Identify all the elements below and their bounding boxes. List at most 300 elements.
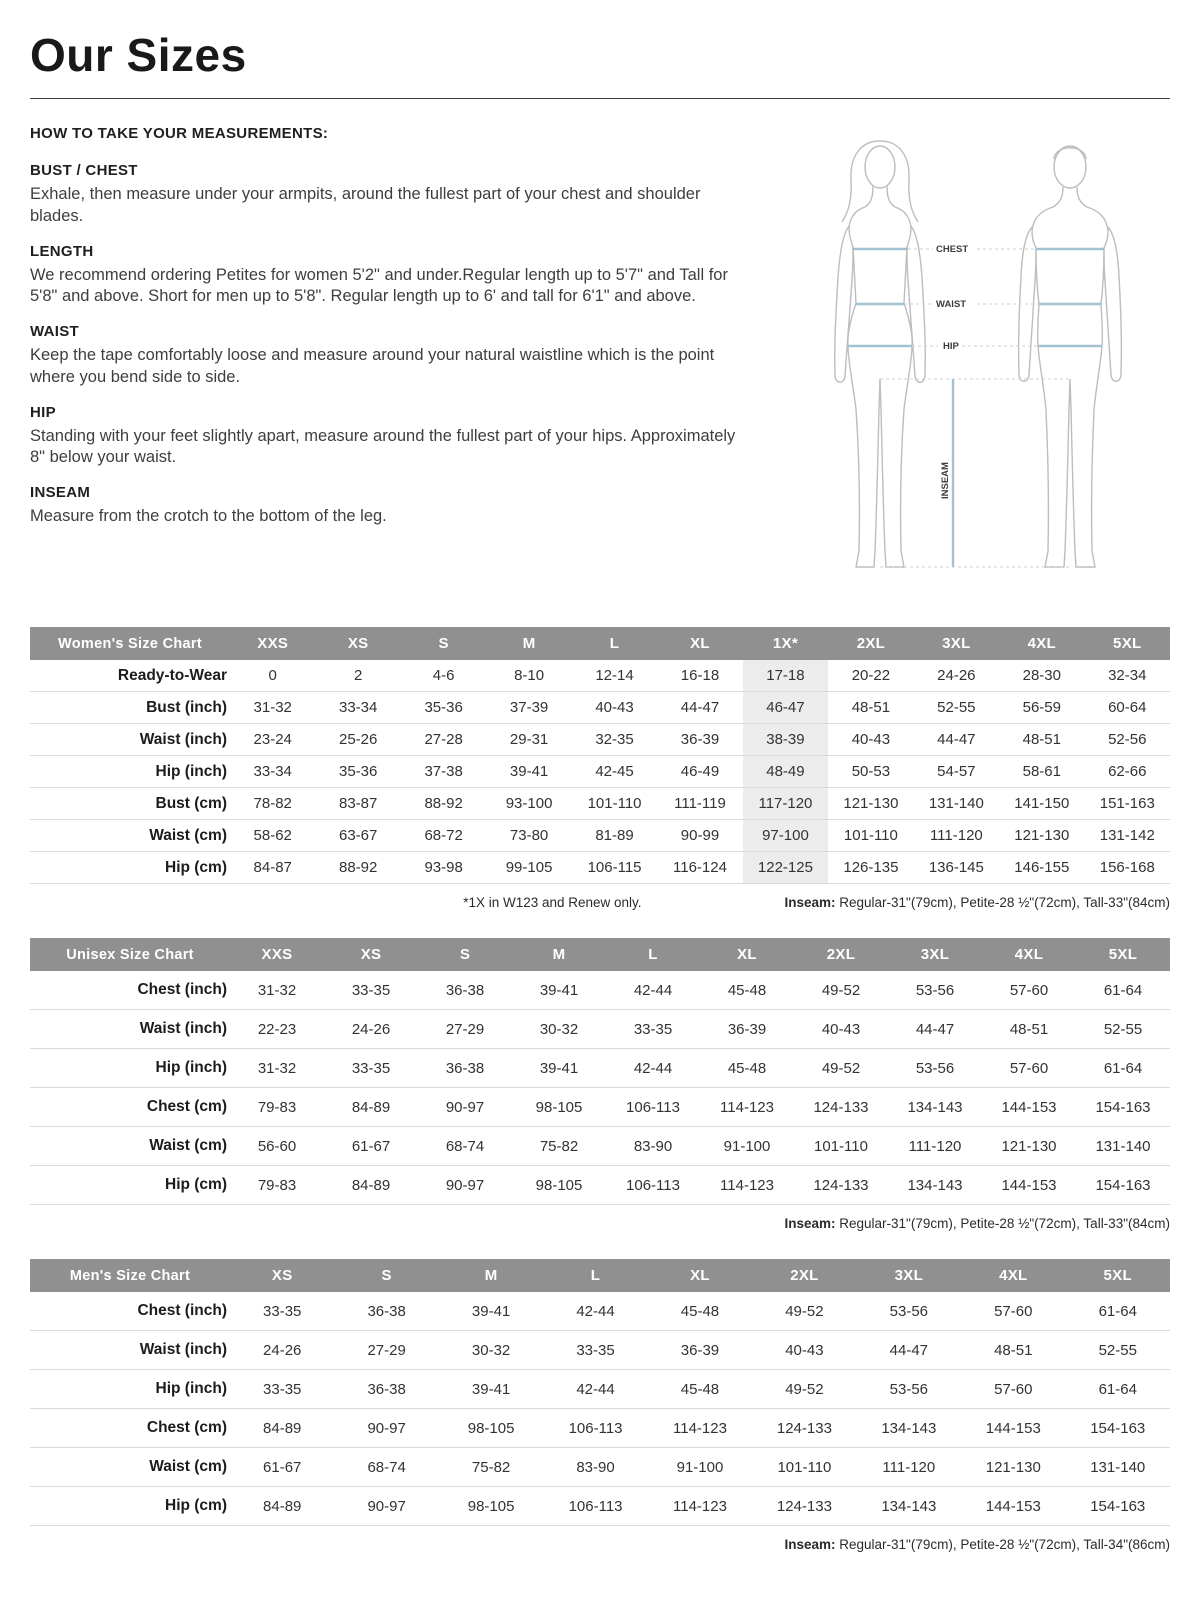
size-cell: 52-55	[914, 692, 999, 724]
row-label: Bust (cm)	[30, 788, 230, 820]
unisex-chart-notes	[30, 1216, 1170, 1231]
size-cell: 101-110	[752, 1448, 856, 1487]
size-cell: 68-72	[401, 820, 486, 852]
instructions-column	[30, 125, 742, 597]
size-cell: 38-39	[743, 724, 828, 756]
size-cell: 27-28	[401, 724, 486, 756]
row-label: Waist (cm)	[30, 820, 230, 852]
row-label: Waist (cm)	[30, 1127, 230, 1166]
footnote-inseam	[784, 1537, 1170, 1552]
size-cell: 84-89	[230, 1487, 334, 1526]
row-label: Chest (cm)	[30, 1409, 230, 1448]
women-chart-notes	[30, 895, 1170, 910]
table-title: Women's Size Chart	[30, 627, 230, 660]
size-row	[30, 788, 1170, 820]
size-cell: 50-53	[828, 756, 913, 788]
size-cell: 48-51	[999, 724, 1084, 756]
size-cell: 131-140	[914, 788, 999, 820]
size-cell: 78-82	[230, 788, 315, 820]
size-cell: 79-83	[230, 1088, 324, 1127]
row-label: Hip (inch)	[30, 1370, 230, 1409]
inseam-note-text: Regular-31"(79cm), Petite-28 ½"(72cm), Tall-33"(84cm)	[835, 895, 1170, 910]
size-row	[30, 1127, 1170, 1166]
size-cell: 33-34	[230, 756, 315, 788]
size-cell: 52-55	[1076, 1010, 1170, 1049]
unisex-size-chart-section	[30, 938, 1170, 1231]
footnote-inseam	[784, 895, 1170, 910]
size-cell: 37-39	[486, 692, 571, 724]
size-cell: 99-105	[486, 852, 571, 884]
size-cell: 134-143	[888, 1166, 982, 1205]
size-cell: 12-14	[572, 660, 657, 692]
row-label: Hip (cm)	[30, 852, 230, 884]
size-column-header: XL	[700, 938, 794, 971]
size-cell: 151-163	[1085, 788, 1170, 820]
table-title: Men's Size Chart	[30, 1259, 230, 1292]
size-cell: 16-18	[657, 660, 742, 692]
men-size-chart	[30, 1259, 1170, 1526]
size-cell: 17-18	[743, 660, 828, 692]
size-cell: 4-6	[401, 660, 486, 692]
size-column-header: XS	[324, 938, 418, 971]
size-column-header: 5XL	[1085, 627, 1170, 660]
size-cell: 60-64	[1085, 692, 1170, 724]
size-cell: 39-41	[512, 1049, 606, 1088]
size-row	[30, 1166, 1170, 1205]
section-body: Standing with your feet slightly apart, measure around the fullest part of your hips. Approximately 8" below your waist.	[30, 426, 736, 467]
size-cell: 91-100	[700, 1127, 794, 1166]
size-cell: 46-49	[657, 756, 742, 788]
size-cell: 31-32	[230, 692, 315, 724]
size-cell: 31-32	[230, 971, 324, 1010]
section-title: INSEAM	[30, 484, 91, 502]
size-cell: 39-41	[512, 971, 606, 1010]
size-cell: 144-153	[982, 1166, 1076, 1205]
size-cell: 54-57	[914, 756, 999, 788]
size-cell: 33-35	[324, 1049, 418, 1088]
size-cell: 27-29	[334, 1331, 438, 1370]
size-cell: 57-60	[982, 971, 1076, 1010]
size-cell: 61-64	[1076, 1049, 1170, 1088]
size-cell: 114-123	[700, 1166, 794, 1205]
size-cell: 40-43	[794, 1010, 888, 1049]
size-column-header: 4XL	[999, 627, 1084, 660]
size-cell: 134-143	[857, 1487, 961, 1526]
section-body: Keep the tape comfortably loose and measure around your natural waistline which is the point where you bend side to side.	[30, 346, 715, 386]
size-cell: 32-34	[1085, 660, 1170, 692]
size-cell: 88-92	[315, 852, 400, 884]
size-cell: 121-130	[961, 1448, 1065, 1487]
size-cell: 84-87	[230, 852, 315, 884]
measurement-guide-row	[30, 125, 1170, 597]
size-column-header: 3XL	[857, 1259, 961, 1292]
size-row	[30, 820, 1170, 852]
size-cell: 111-120	[914, 820, 999, 852]
size-row	[30, 1448, 1170, 1487]
size-cell: 42-44	[606, 1049, 700, 1088]
size-cell: 39-41	[439, 1370, 543, 1409]
size-cell: 2	[315, 660, 400, 692]
size-row	[30, 1088, 1170, 1127]
women-size-chart-table-host	[30, 627, 1170, 884]
size-cell: 121-130	[828, 788, 913, 820]
women-size-chart	[30, 627, 1170, 884]
size-cell: 42-45	[572, 756, 657, 788]
size-cell: 124-133	[752, 1487, 856, 1526]
size-cell: 20-22	[828, 660, 913, 692]
footnote-inseam	[784, 1216, 1170, 1231]
section-title: BUST / CHEST	[30, 162, 138, 179]
size-cell: 58-61	[999, 756, 1084, 788]
size-column-header: XL	[657, 627, 742, 660]
size-cell: 53-56	[857, 1370, 961, 1409]
size-column-header: S	[418, 938, 512, 971]
measurement-diagram	[780, 125, 1170, 597]
size-row	[30, 1331, 1170, 1370]
size-column-header: 3XL	[914, 627, 999, 660]
size-cell: 35-36	[401, 692, 486, 724]
size-cell: 131-142	[1085, 820, 1170, 852]
size-column-header: M	[439, 1259, 543, 1292]
size-cell: 101-110	[794, 1127, 888, 1166]
size-cell: 33-35	[230, 1370, 334, 1409]
woman-figure	[835, 141, 926, 567]
size-cell: 48-49	[743, 756, 828, 788]
section-body: Measure from the crotch to the bottom of the leg.	[30, 507, 387, 526]
row-label: Waist (inch)	[30, 1010, 230, 1049]
size-cell: 73-80	[486, 820, 571, 852]
size-cell: 98-105	[439, 1487, 543, 1526]
instruction-section-length	[30, 243, 742, 309]
row-label: Chest (inch)	[30, 1292, 230, 1331]
row-label: Hip (cm)	[30, 1166, 230, 1205]
inseam-note-label: Inseam:	[784, 895, 836, 910]
size-cell: 83-90	[606, 1127, 700, 1166]
size-cell: 29-31	[486, 724, 571, 756]
size-cell: 42-44	[543, 1292, 647, 1331]
man-figure	[1019, 146, 1122, 567]
size-cell: 84-89	[230, 1409, 334, 1448]
size-cell: 97-100	[743, 820, 828, 852]
size-cell: 56-60	[230, 1127, 324, 1166]
size-cell: 36-38	[334, 1292, 438, 1331]
size-cell: 75-82	[439, 1448, 543, 1487]
size-cell: 146-155	[999, 852, 1084, 884]
size-cell: 44-47	[888, 1010, 982, 1049]
size-cell: 91-100	[648, 1448, 752, 1487]
size-cell: 90-97	[418, 1088, 512, 1127]
size-column-header: XS	[230, 1259, 334, 1292]
row-label: Chest (cm)	[30, 1088, 230, 1127]
size-cell: 42-44	[543, 1370, 647, 1409]
size-cell: 121-130	[982, 1127, 1076, 1166]
size-cell: 90-97	[334, 1487, 438, 1526]
size-cell: 27-29	[418, 1010, 512, 1049]
size-cell: 98-105	[512, 1088, 606, 1127]
men-size-chart-table-host	[30, 1259, 1170, 1526]
size-cell: 56-59	[999, 692, 1084, 724]
size-cell: 106-113	[543, 1409, 647, 1448]
size-cell: 111-120	[888, 1127, 982, 1166]
size-cell: 46-47	[743, 692, 828, 724]
footnote-1x: *1X in W123 and Renew only.	[463, 895, 642, 910]
size-cell: 57-60	[961, 1370, 1065, 1409]
size-cell: 36-39	[657, 724, 742, 756]
size-cell: 144-153	[961, 1409, 1065, 1448]
size-cell: 44-47	[857, 1331, 961, 1370]
size-cell: 24-26	[324, 1010, 418, 1049]
size-cell: 44-47	[657, 692, 742, 724]
men-chart-notes	[30, 1537, 1170, 1552]
size-cell: 57-60	[982, 1049, 1076, 1088]
instruction-section-hip	[30, 404, 742, 470]
section-body: We recommend ordering Petites for women 5'2" and under.Regular length up to 5'7" and Tall for 5'8" and above. Short for men up to 5'8". Regular length up to 6' and tall for 6'1" and above.	[30, 265, 728, 306]
size-cell: 39-41	[439, 1292, 543, 1331]
measurement-figures-svg	[790, 127, 1170, 597]
instruction-section-inseam	[30, 484, 742, 528]
size-cell: 154-163	[1066, 1409, 1171, 1448]
size-cell: 106-113	[606, 1088, 700, 1127]
inseam-note-label: Inseam:	[784, 1537, 836, 1552]
size-column-header: XL	[648, 1259, 752, 1292]
size-cell: 57-60	[961, 1292, 1065, 1331]
size-cell: 61-67	[230, 1448, 334, 1487]
row-label: Waist (inch)	[30, 1331, 230, 1370]
size-cell: 61-64	[1066, 1370, 1171, 1409]
size-cell: 81-89	[572, 820, 657, 852]
size-cell: 33-35	[606, 1010, 700, 1049]
size-cell: 98-105	[439, 1409, 543, 1448]
page-title: Our Sizes	[30, 29, 247, 81]
size-row	[30, 971, 1170, 1010]
size-cell: 36-38	[418, 971, 512, 1010]
size-cell: 53-56	[888, 971, 982, 1010]
title-divider	[30, 98, 1170, 99]
size-column-header: 4XL	[982, 938, 1076, 971]
size-column-header: 2XL	[794, 938, 888, 971]
table-title: Unisex Size Chart	[30, 938, 230, 971]
size-column-header: S	[401, 627, 486, 660]
header-row	[30, 627, 1170, 660]
size-cell: 68-74	[334, 1448, 438, 1487]
size-cell: 8-10	[486, 660, 571, 692]
size-cell: 156-168	[1085, 852, 1170, 884]
size-cell: 49-52	[752, 1370, 856, 1409]
size-cell: 111-119	[657, 788, 742, 820]
size-cell: 144-153	[982, 1088, 1076, 1127]
section-title: LENGTH	[30, 242, 94, 260]
size-column-header: L	[543, 1259, 647, 1292]
women-size-chart-section	[30, 627, 1170, 910]
size-column-header: 1X*	[743, 627, 828, 660]
size-column-header: S	[334, 1259, 438, 1292]
size-row	[30, 1049, 1170, 1088]
size-cell: 61-67	[324, 1127, 418, 1166]
size-cell: 75-82	[512, 1127, 606, 1166]
size-cell: 106-113	[606, 1166, 700, 1205]
size-cell: 22-23	[230, 1010, 324, 1049]
row-label: Waist (cm)	[30, 1448, 230, 1487]
size-cell: 45-48	[648, 1370, 752, 1409]
size-cell: 48-51	[961, 1331, 1065, 1370]
size-cell: 36-38	[418, 1049, 512, 1088]
hip-label: HIP	[943, 341, 959, 352]
size-row	[30, 692, 1170, 724]
size-row	[30, 1409, 1170, 1448]
size-column-header: XS	[315, 627, 400, 660]
size-cell: 106-115	[572, 852, 657, 884]
row-label: Hip (inch)	[30, 756, 230, 788]
size-cell: 37-38	[401, 756, 486, 788]
size-cell: 131-140	[1076, 1127, 1170, 1166]
size-cell: 35-36	[315, 756, 400, 788]
size-cell: 44-47	[914, 724, 999, 756]
section-title: HIP	[30, 403, 56, 421]
size-cell: 101-110	[828, 820, 913, 852]
size-cell: 30-32	[439, 1331, 543, 1370]
size-row	[30, 1370, 1170, 1409]
inseam-note-text: Regular-31"(79cm), Petite-28 ½"(72cm), Tall-33"(84cm)	[835, 1216, 1170, 1231]
size-cell: 90-97	[334, 1409, 438, 1448]
unisex-size-chart-table-host	[30, 938, 1170, 1205]
size-cell: 52-56	[1085, 724, 1170, 756]
size-cell: 83-87	[315, 788, 400, 820]
size-cell: 134-143	[857, 1409, 961, 1448]
size-cell: 93-98	[401, 852, 486, 884]
size-cell: 111-120	[857, 1448, 961, 1487]
row-label: Hip (inch)	[30, 1049, 230, 1088]
section-title: WAIST	[30, 323, 79, 341]
inseam-note-label: Inseam:	[784, 1216, 836, 1231]
size-cell: 106-113	[543, 1487, 647, 1526]
men-size-chart-section	[30, 1259, 1170, 1552]
size-column-header: XXS	[230, 938, 324, 971]
size-cell: 134-143	[888, 1088, 982, 1127]
size-cell: 33-35	[543, 1331, 647, 1370]
size-cell: 28-30	[999, 660, 1084, 692]
size-cell: 40-43	[572, 692, 657, 724]
size-cell: 98-105	[512, 1166, 606, 1205]
size-cell: 45-48	[648, 1292, 752, 1331]
size-cell: 45-48	[700, 971, 794, 1010]
size-column-header: 3XL	[888, 938, 982, 971]
inseam-note-text: Regular-31"(79cm), Petite-28 ½"(72cm), Tall-34"(86cm)	[835, 1537, 1170, 1552]
size-cell: 122-125	[743, 852, 828, 884]
size-cell: 68-74	[418, 1127, 512, 1166]
size-cell: 49-52	[794, 971, 888, 1010]
row-label: Bust (inch)	[30, 692, 230, 724]
size-column-header: 4XL	[961, 1259, 1065, 1292]
size-cell: 154-163	[1076, 1088, 1170, 1127]
size-row	[30, 1010, 1170, 1049]
unisex-size-chart	[30, 938, 1170, 1205]
size-cell: 0	[230, 660, 315, 692]
size-cell: 144-153	[961, 1487, 1065, 1526]
size-cell: 90-97	[418, 1166, 512, 1205]
size-cell: 93-100	[486, 788, 571, 820]
size-cell: 30-32	[512, 1010, 606, 1049]
size-cell: 124-133	[794, 1166, 888, 1205]
size-cell: 131-140	[1066, 1448, 1171, 1487]
size-cell: 36-39	[648, 1331, 752, 1370]
size-column-header: L	[572, 627, 657, 660]
size-column-header: 2XL	[752, 1259, 856, 1292]
size-cell: 48-51	[828, 692, 913, 724]
size-cell: 83-90	[543, 1448, 647, 1487]
size-cell: 49-52	[794, 1049, 888, 1088]
size-cell: 84-89	[324, 1088, 418, 1127]
size-cell: 136-145	[914, 852, 999, 884]
size-cell: 79-83	[230, 1166, 324, 1205]
size-column-header: M	[512, 938, 606, 971]
size-cell: 101-110	[572, 788, 657, 820]
size-column-header: XXS	[230, 627, 315, 660]
size-row	[30, 1292, 1170, 1331]
size-row	[30, 756, 1170, 788]
header-row	[30, 1259, 1170, 1292]
size-cell: 40-43	[752, 1331, 856, 1370]
size-cell: 36-39	[700, 1010, 794, 1049]
size-cell: 45-48	[700, 1049, 794, 1088]
size-cell: 53-56	[857, 1292, 961, 1331]
instructions-heading: HOW TO TAKE YOUR MEASUREMENTS:	[30, 125, 329, 142]
size-cell: 49-52	[752, 1292, 856, 1331]
size-cell: 63-67	[315, 820, 400, 852]
size-cell: 58-62	[230, 820, 315, 852]
section-body: Exhale, then measure under your armpits, around the fullest part of your chest and shoulder blades.	[30, 185, 701, 225]
size-column-header: 5XL	[1076, 938, 1170, 971]
size-cell: 116-124	[657, 852, 742, 884]
row-label: Chest (inch)	[30, 971, 230, 1010]
size-cell: 114-123	[700, 1088, 794, 1127]
size-cell: 52-55	[1066, 1331, 1171, 1370]
size-cell: 36-38	[334, 1370, 438, 1409]
size-cell: 53-56	[888, 1049, 982, 1088]
size-cell: 24-26	[230, 1331, 334, 1370]
size-cell: 61-64	[1066, 1292, 1171, 1331]
waist-label: WAIST	[936, 299, 967, 310]
size-cell: 154-163	[1066, 1487, 1171, 1526]
size-cell: 24-26	[914, 660, 999, 692]
row-label: Waist (inch)	[30, 724, 230, 756]
size-column-header: L	[606, 938, 700, 971]
size-row	[30, 1487, 1170, 1526]
size-cell: 124-133	[794, 1088, 888, 1127]
size-cell: 114-123	[648, 1409, 752, 1448]
row-label: Ready-to-Wear	[30, 660, 230, 692]
size-row	[30, 660, 1170, 692]
size-cell: 117-120	[743, 788, 828, 820]
size-cell: 40-43	[828, 724, 913, 756]
size-cell: 154-163	[1076, 1166, 1170, 1205]
size-cell: 48-51	[982, 1010, 1076, 1049]
size-cell: 31-32	[230, 1049, 324, 1088]
size-cell: 23-24	[230, 724, 315, 756]
size-cell: 32-35	[572, 724, 657, 756]
instruction-section-bust-chest	[30, 162, 742, 228]
size-cell: 33-35	[324, 971, 418, 1010]
size-row	[30, 724, 1170, 756]
size-cell: 62-66	[1085, 756, 1170, 788]
size-cell: 121-130	[999, 820, 1084, 852]
size-cell: 88-92	[401, 788, 486, 820]
chest-label: CHEST	[936, 244, 969, 255]
size-column-header: M	[486, 627, 571, 660]
size-cell: 39-41	[486, 756, 571, 788]
header-row	[30, 938, 1170, 971]
size-cell: 42-44	[606, 971, 700, 1010]
size-column-header: 2XL	[828, 627, 913, 660]
